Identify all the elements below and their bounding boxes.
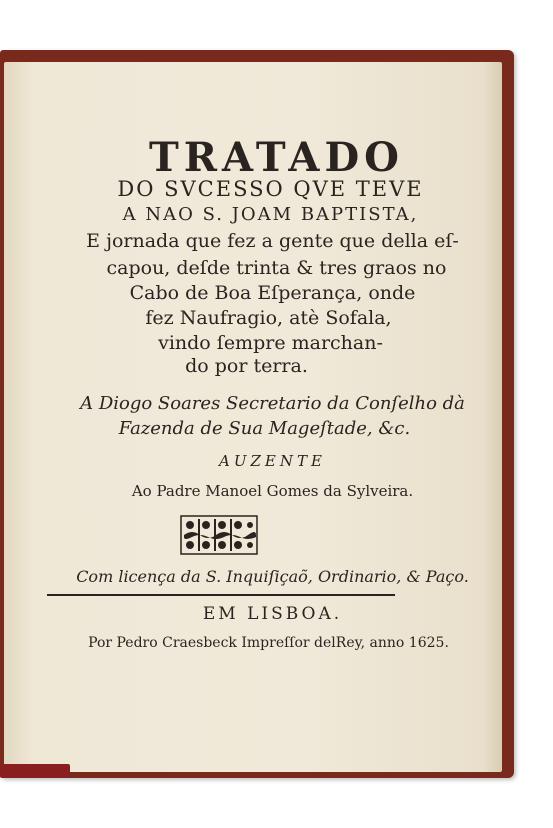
body-line: fez Naufragio, atè Sofala, [145, 307, 392, 329]
dedication-line: A Diogo Soares Secretario da Conſelho dà [80, 393, 465, 414]
auzente-label: AUZENTE [219, 452, 326, 470]
book-title: TRATADO [149, 134, 404, 181]
printers-ornament-icon [180, 515, 258, 555]
imprint-line: Por Pedro Craesbeck Impreſſor delRey, anno 1625. [88, 635, 449, 651]
body-line: E jornada que fez a gente que della eſ- [86, 230, 459, 252]
divider-rule [47, 594, 395, 596]
dedication-line: Fazenda de Sua Mageſtade, &c. [118, 418, 411, 439]
subtitle-line-2: A NAO S. JOAM BAPTISTA, [122, 204, 419, 225]
body-line: Cabo de Boa Eſperança, onde [129, 282, 416, 304]
bookmark-ribbon [0, 764, 70, 778]
body-line: capou, deſde trinta & tres graos no [106, 257, 447, 279]
subtitle-line-1: DO SVCESSO QVE TEVE [117, 177, 424, 201]
license-line: Com licença da S. Inquiſiçaõ, Ordinario, & Paço. [76, 567, 469, 586]
body-line: vindo ſempre marchan- [158, 332, 383, 354]
body-line: do por terra. [185, 355, 308, 377]
place-line: EM LISBOA. [202, 604, 343, 624]
padre-line: Ao Padre Manoel Gomes da Sylveira. [131, 482, 414, 500]
